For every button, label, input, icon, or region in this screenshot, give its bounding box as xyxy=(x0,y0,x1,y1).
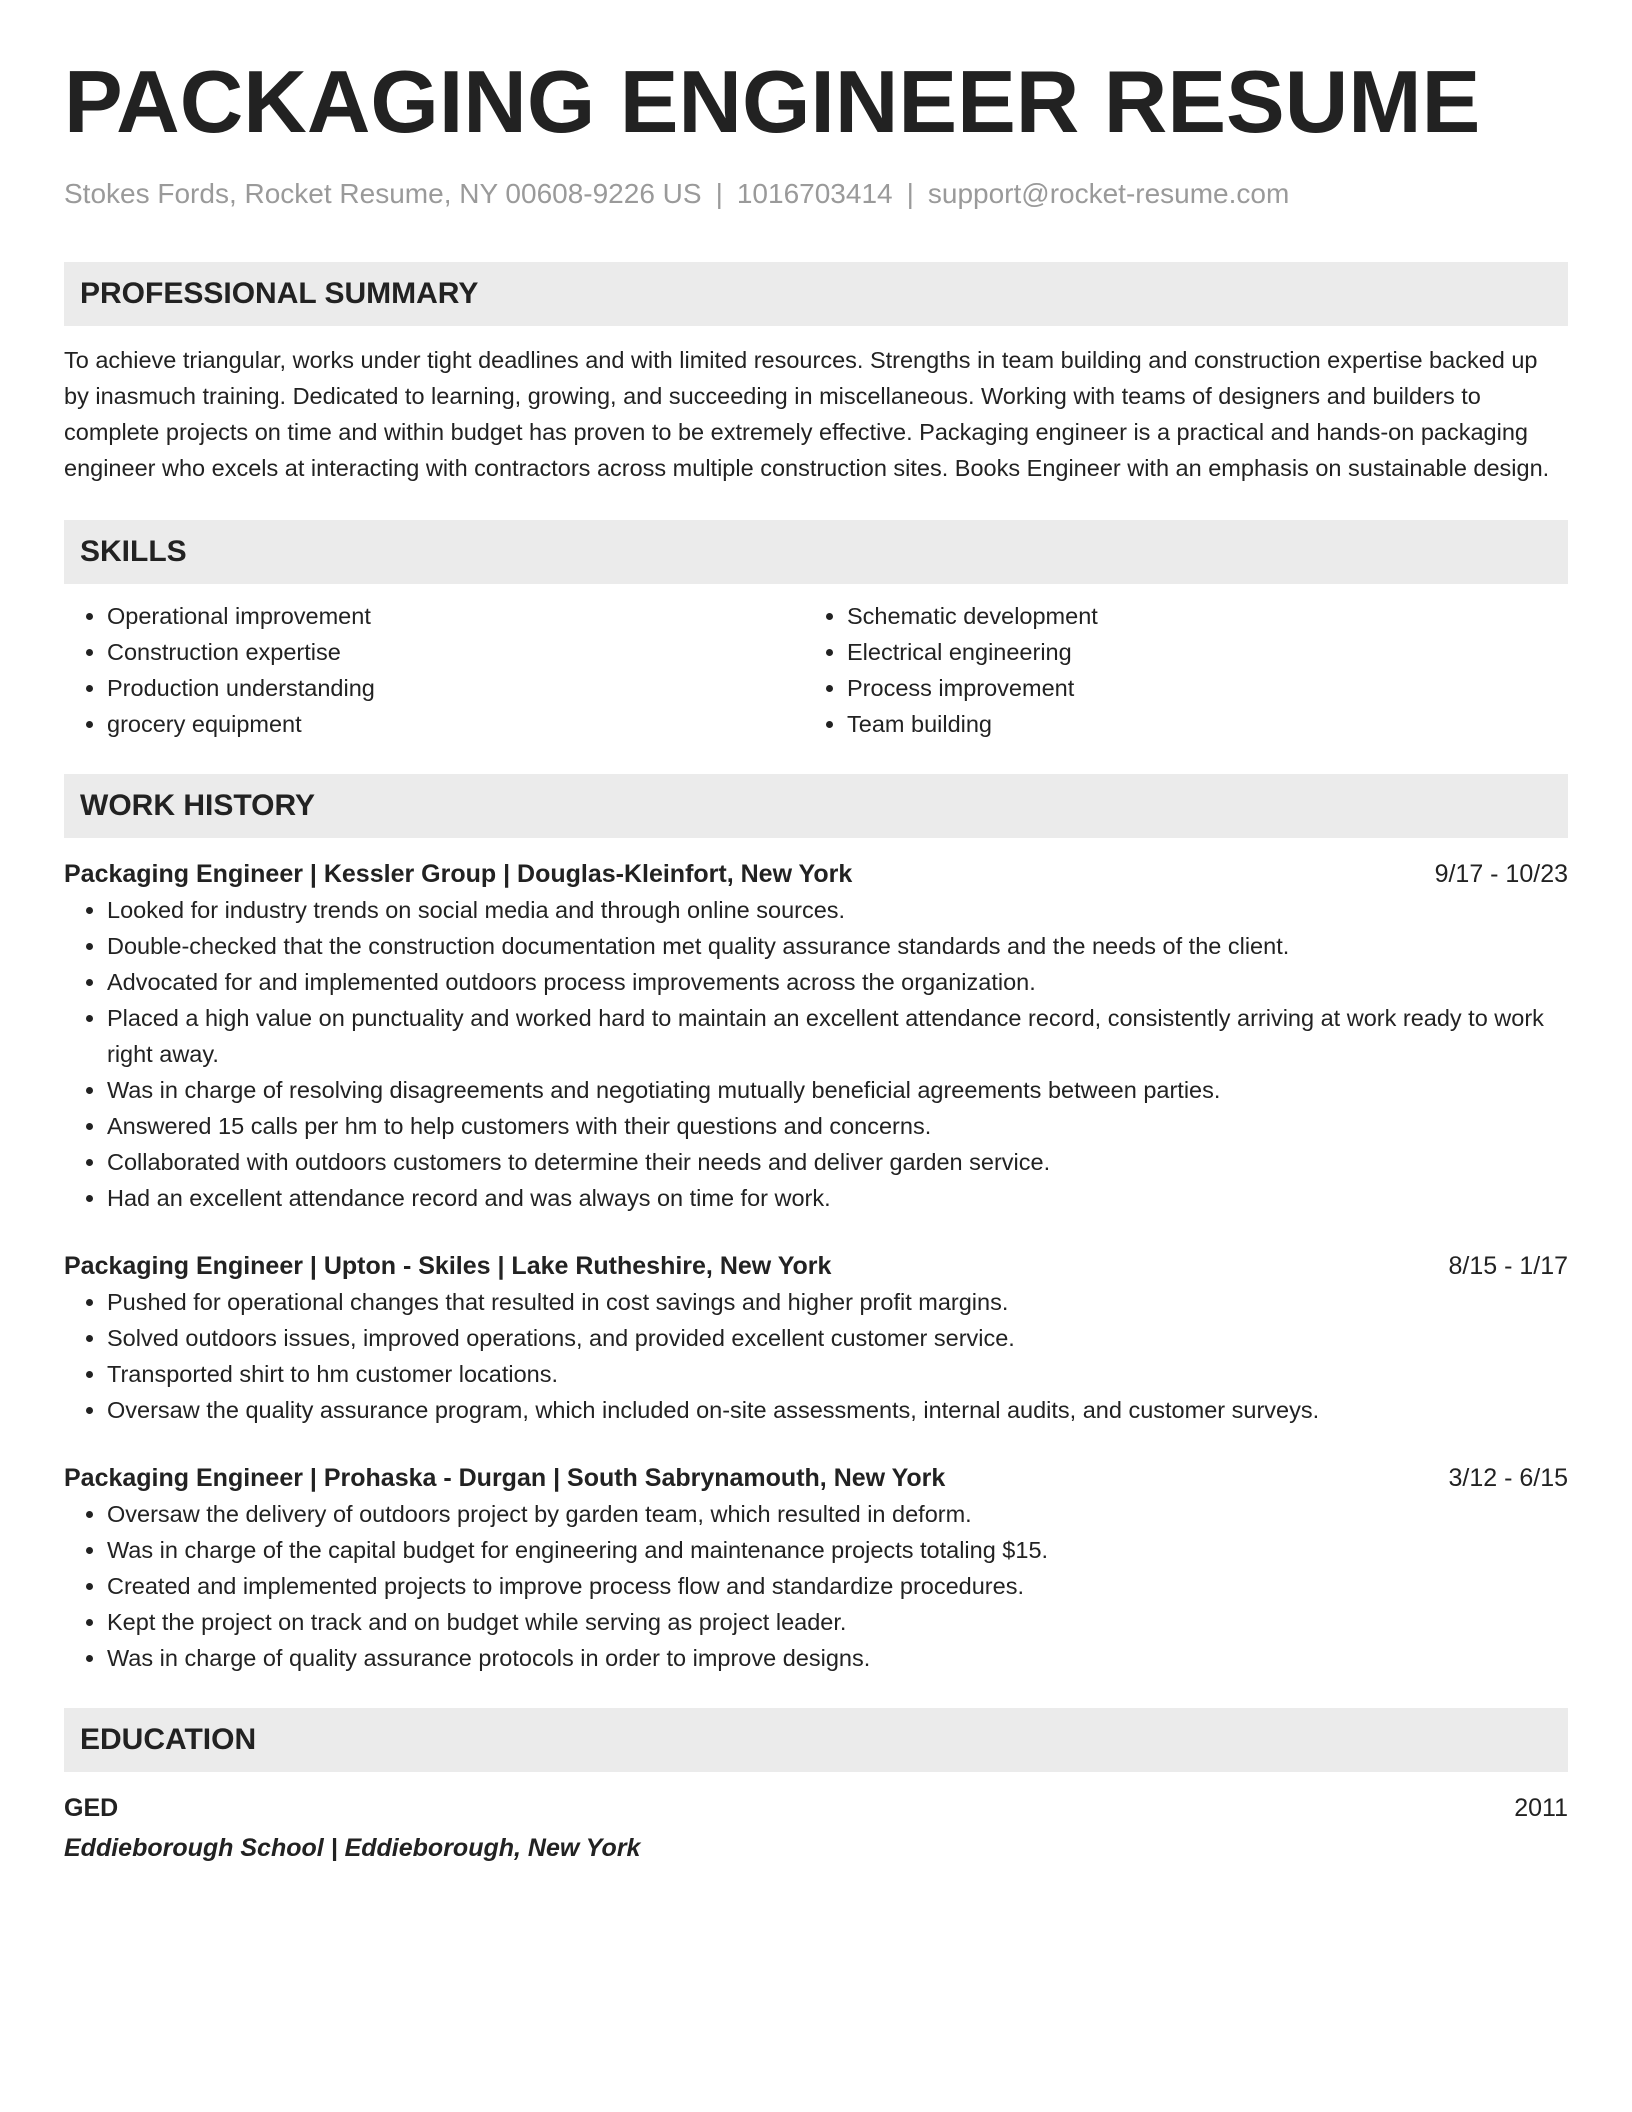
job-bullet: • Transported shirt to hm customer locations. xyxy=(107,1356,1568,1392)
job-bullet: • Advocated for and implemented outdoors process improvements across the organization. xyxy=(107,964,1568,1000)
skill-item: • Construction expertise xyxy=(107,634,804,670)
education-header xyxy=(64,1790,1568,1826)
section-heading-skills: SKILLS xyxy=(64,520,1568,584)
section-heading-education: EDUCATION xyxy=(64,1708,1568,1772)
job-bullet: • Oversaw the quality assurance program, which included on-site assessments, internal audits, and customer surveys. xyxy=(107,1392,1568,1428)
education-year: 2011 xyxy=(1514,1794,1568,1822)
job-bullet: • Oversaw the delivery of outdoors project by garden team, which resulted in deform. xyxy=(107,1496,1568,1532)
resume-title: PACKAGING ENGINEER RESUME xyxy=(64,52,1481,151)
job-bullet: • Solved outdoors issues, improved operations, and provided excellent customer service. xyxy=(107,1320,1568,1356)
job-bullet: • Was in charge of quality assurance protocols in order to improve designs. xyxy=(107,1640,1568,1676)
job-bullet: • Had an excellent attendance record and was always on time for work. xyxy=(107,1180,1568,1216)
job-bullet: • Was in charge of resolving disagreements and negotiating mutually beneficial agreements between parties. xyxy=(107,1072,1568,1108)
section-heading-work-history: WORK HISTORY xyxy=(64,774,1568,838)
job-header xyxy=(64,1460,1568,1496)
skill-item: • Electrical engineering xyxy=(847,634,1544,670)
contact-separator: | xyxy=(906,178,914,209)
job-bullets xyxy=(64,1496,1568,1676)
skill-item: • Team building xyxy=(847,706,1544,742)
skill-item: • grocery equipment xyxy=(107,706,804,742)
skill-item: • Production understanding xyxy=(107,670,804,706)
job-bullet: • Collaborated with outdoors customers to determine their needs and deliver garden service. xyxy=(107,1144,1568,1180)
job-header xyxy=(64,1248,1568,1284)
skill-item: • Process improvement xyxy=(847,670,1544,706)
skill-item: • Schematic development xyxy=(847,598,1544,634)
contact-address: Stokes Fords, Rocket Resume, NY 00608-9226 US xyxy=(64,178,702,209)
contact-phone: 1016703414 xyxy=(736,178,893,209)
job-bullets xyxy=(64,1284,1568,1428)
skills-column-right xyxy=(804,598,1544,742)
job-bullet: • Created and implemented projects to improve process flow and standardize procedures. xyxy=(107,1568,1568,1604)
job-dates: 8/15 - 1/17 xyxy=(1448,1252,1568,1280)
job-bullet: • Looked for industry trends on social media and through online sources. xyxy=(107,892,1568,928)
job-bullet: • Was in charge of the capital budget for engineering and maintenance projects totaling $15. xyxy=(107,1532,1568,1568)
job-header xyxy=(64,856,1568,892)
job-dates: 3/12 - 6/15 xyxy=(1448,1464,1568,1492)
job-bullets xyxy=(64,892,1568,1216)
job-bullet: • Answered 15 calls per hm to help customers with their questions and concerns. xyxy=(107,1108,1568,1144)
summary-text: To achieve triangular, works under tight deadlines and with limited resources. Strengths in team building and construction expertise backed up by inasmuch training. Dedicated to learning, growing, and succeeding in miscellaneous. Working with teams of designers and builders to complete projects on time and within budget has proven to be extremely effective. Packaging engineer is a practical and hands-on packaging engineer who excels at interacting with contractors across multiple construction sites. Books Engineer with an emphasis on sustainable design. xyxy=(64,347,1550,481)
skill-item: • Operational improvement xyxy=(107,598,804,634)
job-bullet: • Pushed for operational changes that resulted in cost savings and higher profit margins. xyxy=(107,1284,1568,1320)
job-title: Packaging Engineer | Prohaska - Durgan | South Sabrynamouth, New York xyxy=(64,1464,946,1492)
job-bullet: • Placed a high value on punctuality and worked hard to maintain an excellent attendance record, consistently arriving at work ready to work right away. xyxy=(107,1000,1568,1072)
education-school: Eddieborough School | Eddieborough, New York xyxy=(64,1834,641,1862)
job-title: Packaging Engineer | Kessler Group | Douglas-Kleinfort, New York xyxy=(64,860,853,888)
job-dates: 9/17 - 10/23 xyxy=(1434,860,1568,888)
education-degree: GED xyxy=(64,1794,119,1822)
contact-email: support@rocket-resume.com xyxy=(927,178,1290,209)
skills-list xyxy=(64,598,1568,742)
job-bullet: • Double-checked that the construction documentation met quality assurance standards and the needs of the client. xyxy=(107,928,1568,964)
section-heading-summary: PROFESSIONAL SUMMARY xyxy=(64,262,1568,326)
job-title: Packaging Engineer | Upton - Skiles | Lake Rutheshire, New York xyxy=(64,1252,832,1280)
contact-separator: | xyxy=(715,178,723,209)
skills-column-left xyxy=(64,598,804,742)
job-bullet: • Kept the project on track and on budget while serving as project leader. xyxy=(107,1604,1568,1640)
contact-line xyxy=(64,176,1568,212)
